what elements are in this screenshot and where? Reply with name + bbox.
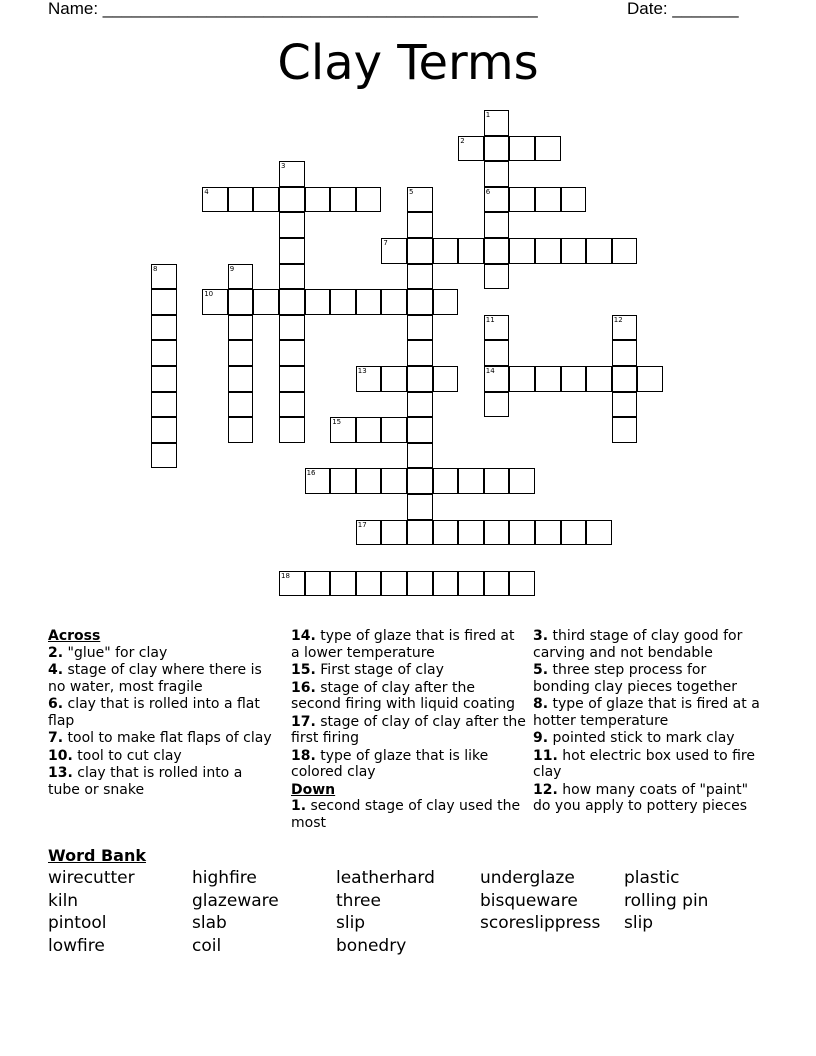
grid-cell[interactable] xyxy=(535,520,561,546)
grid-cell[interactable] xyxy=(407,366,433,392)
grid-cell[interactable] xyxy=(561,238,587,264)
grid-cell[interactable] xyxy=(586,520,612,546)
grid-cell[interactable] xyxy=(356,187,382,213)
grid-cell[interactable] xyxy=(381,468,407,494)
grid-cell[interactable] xyxy=(484,468,510,494)
grid-cell[interactable] xyxy=(509,136,535,162)
grid-cell[interactable] xyxy=(279,264,305,290)
grid-cell[interactable] xyxy=(407,340,433,366)
grid-cell[interactable] xyxy=(279,315,305,341)
grid-cell[interactable] xyxy=(407,315,433,341)
clue-down-3: 3. third stage of clay good for carving and not bendable xyxy=(533,628,743,661)
grid-cell[interactable] xyxy=(381,520,407,546)
grid-cell[interactable] xyxy=(612,238,638,264)
down-heading: Down xyxy=(291,781,336,798)
grid-cell[interactable] xyxy=(228,289,254,315)
grid-number: 17 xyxy=(357,520,367,529)
word-bank xyxy=(48,867,768,957)
clue-down-8: 8. type of glaze that is fired at a hotter temperature xyxy=(533,696,760,729)
clue-across-4: 4. stage of clay where there is no water, most fragile xyxy=(48,662,262,695)
grid-cell[interactable] xyxy=(612,392,638,418)
grid-number: 14 xyxy=(485,367,495,375)
word-bank-item: bisqueware xyxy=(480,890,578,911)
grid-cell[interactable] xyxy=(433,289,459,315)
grid-number: 9 xyxy=(229,264,235,273)
clue-down-1: 1. second stage of clay used the most xyxy=(291,798,521,831)
grid-cell[interactable] xyxy=(484,136,510,162)
grid-cell[interactable] xyxy=(535,136,561,162)
grid-number: 13 xyxy=(357,367,367,375)
grid-cell[interactable] xyxy=(433,238,459,264)
clue-across-17: 17. stage of clay of clay after the first firing xyxy=(291,713,526,746)
word-bank-item: glazeware xyxy=(192,890,279,911)
word-bank-item: highfire xyxy=(192,868,257,888)
grid-cell[interactable] xyxy=(612,417,638,443)
word-bank-item: three xyxy=(336,890,381,911)
grid-cell[interactable] xyxy=(509,468,535,494)
grid-cell[interactable] xyxy=(484,392,510,418)
page-title: Clay Terms xyxy=(277,35,539,91)
grid-cell[interactable] xyxy=(535,187,561,213)
clue-across-18: 18. type of glaze that is like colored clay xyxy=(291,747,489,780)
grid-cell[interactable] xyxy=(484,520,510,546)
grid-cell[interactable] xyxy=(407,212,433,238)
grid-cell[interactable] xyxy=(561,520,587,546)
clues-column-3 xyxy=(533,628,763,816)
grid-cell[interactable] xyxy=(151,366,177,392)
grid-cell[interactable] xyxy=(484,212,510,238)
grid-cell[interactable] xyxy=(458,571,484,597)
grid-number: 8 xyxy=(153,264,158,273)
grid-number: 16 xyxy=(306,469,316,478)
word-bank-item: rolling pin xyxy=(624,890,709,911)
word-bank-item: wirecutter xyxy=(48,868,135,888)
grid-cell[interactable] xyxy=(407,289,433,315)
grid-cell[interactable] xyxy=(407,417,433,443)
grid-cell[interactable] xyxy=(330,289,356,315)
grid-cell[interactable] xyxy=(228,340,254,366)
word-bank-item: pintool xyxy=(48,913,107,933)
grid-cell[interactable] xyxy=(356,571,382,597)
word-bank-title: Word Bank xyxy=(48,846,147,865)
grid-number: 18 xyxy=(281,571,290,580)
word-bank-item: slip xyxy=(336,913,366,933)
grid-cell[interactable] xyxy=(279,366,305,392)
grid-number: 7 xyxy=(383,239,388,247)
grid-cell[interactable] xyxy=(151,392,177,418)
grid-cell[interactable] xyxy=(612,340,638,366)
grid-cell[interactable] xyxy=(228,392,254,418)
grid-cell[interactable] xyxy=(407,264,433,290)
grid-cell[interactable] xyxy=(330,187,356,213)
word-bank-item: scoreslippress xyxy=(480,913,601,933)
clue-across-2: 2. "glue" for clay xyxy=(48,644,168,661)
word-bank-item: coil xyxy=(192,935,222,956)
grid-cell[interactable] xyxy=(637,366,663,392)
grid-cell[interactable] xyxy=(253,289,279,315)
grid-cell[interactable] xyxy=(407,468,433,494)
grid-cell[interactable] xyxy=(330,571,356,597)
grid-cell[interactable] xyxy=(151,443,177,469)
grid-cell[interactable] xyxy=(458,520,484,546)
grid-cell[interactable] xyxy=(561,366,587,392)
grid-cell[interactable] xyxy=(279,392,305,418)
clue-across-6: 6. clay that is rolled into a flat flap xyxy=(48,696,260,729)
grid-cell[interactable] xyxy=(433,468,459,494)
grid-cell[interactable] xyxy=(407,392,433,418)
clues-column-1 xyxy=(48,628,274,799)
grid-cell[interactable] xyxy=(381,366,407,392)
clue-across-13: 13. clay that is rolled into a tube or snake xyxy=(48,765,243,798)
grid-cell[interactable] xyxy=(458,238,484,264)
clue-down-12: 12. how many coats of "paint" do you apply to pottery pieces xyxy=(533,781,749,814)
grid-cell[interactable] xyxy=(586,238,612,264)
grid-number: 15 xyxy=(332,418,342,427)
grid-cell[interactable] xyxy=(356,468,382,494)
word-bank-item: plastic xyxy=(624,868,680,888)
grid-cell[interactable] xyxy=(151,289,177,315)
clue-down-9: 9. pointed stick to mark clay xyxy=(533,730,735,746)
grid-cell[interactable] xyxy=(407,238,433,264)
grid-cell[interactable] xyxy=(279,238,305,264)
word-bank-item: slab xyxy=(192,913,227,933)
grid-cell[interactable] xyxy=(279,212,305,238)
grid-cell[interactable] xyxy=(279,187,305,213)
grid-cell[interactable] xyxy=(509,187,535,213)
clue-across-15: 15. First stage of clay xyxy=(291,662,444,678)
grid-cell[interactable] xyxy=(151,417,177,443)
grid-cell[interactable] xyxy=(484,340,510,366)
grid-cell[interactable] xyxy=(228,315,254,341)
grid-cell[interactable] xyxy=(407,494,433,520)
word-bank-item: lowfire xyxy=(48,935,105,956)
grid-cell[interactable] xyxy=(356,289,382,315)
grid-cell[interactable] xyxy=(612,366,638,392)
date-field[interactable]: Date: _______ xyxy=(627,0,739,18)
clue-across-16: 16. stage of clay after the second firing with liquid coating xyxy=(291,679,515,712)
clue-across-10: 10. tool to cut clay xyxy=(48,747,182,764)
grid-cell[interactable] xyxy=(381,417,407,443)
word-bank-item: bonedry xyxy=(336,935,407,956)
grid-cell[interactable] xyxy=(484,264,510,290)
grid-number: 1 xyxy=(485,111,491,119)
grid-cell[interactable] xyxy=(535,238,561,264)
grid-cell[interactable] xyxy=(535,366,561,392)
grid-cell[interactable] xyxy=(509,238,535,264)
name-field[interactable]: Name: ______________________________________________ xyxy=(48,0,538,18)
grid-cell[interactable] xyxy=(279,417,305,443)
grid-cell[interactable] xyxy=(356,417,382,443)
grid-cell[interactable] xyxy=(433,520,459,546)
clues-column-2 xyxy=(291,628,527,832)
grid-cell[interactable] xyxy=(509,571,535,597)
word-bank-item: leatherhard xyxy=(336,868,435,888)
clue-across-7: 7. tool to make flat flaps of clay xyxy=(48,730,272,746)
grid-cell[interactable] xyxy=(305,187,331,213)
grid-cell[interactable] xyxy=(433,366,459,392)
grid-cell[interactable] xyxy=(151,315,177,341)
grid-cell[interactable] xyxy=(484,238,510,264)
grid-cell[interactable] xyxy=(381,289,407,315)
clue-down-11: 11. hot electric box used to fire clay xyxy=(533,747,755,780)
grid-cell[interactable] xyxy=(228,366,254,392)
grid-cell[interactable] xyxy=(151,340,177,366)
grid-cell[interactable] xyxy=(330,468,356,494)
grid-cell[interactable] xyxy=(484,571,510,597)
word-bank-item: kiln xyxy=(48,890,79,911)
grid-cell[interactable] xyxy=(305,571,331,597)
grid-cell[interactable] xyxy=(228,417,254,443)
grid-cell[interactable] xyxy=(279,289,305,315)
grid-cell[interactable] xyxy=(407,571,433,597)
grid-cell[interactable] xyxy=(305,289,331,315)
word-bank-item: slip xyxy=(624,913,654,933)
clue-across-14: 14. type of glaze that is fired at a lower temperature xyxy=(291,628,515,661)
grid-cell[interactable] xyxy=(586,366,612,392)
grid-number: 2 xyxy=(460,136,465,145)
grid-number: 11 xyxy=(485,315,495,324)
grid-cell[interactable] xyxy=(509,366,535,392)
grid-number: 3 xyxy=(281,162,286,171)
across-heading: Across xyxy=(48,628,101,644)
grid-cell[interactable] xyxy=(381,571,407,597)
grid-number: 10 xyxy=(204,290,214,299)
grid-number: 4 xyxy=(204,187,209,196)
grid-cell[interactable] xyxy=(458,468,484,494)
grid-cell[interactable] xyxy=(228,187,254,213)
grid-cell[interactable] xyxy=(253,187,279,213)
grid-cell[interactable] xyxy=(484,161,510,187)
grid-cell[interactable] xyxy=(561,187,587,213)
grid-cell[interactable] xyxy=(279,340,305,366)
clue-down-5: 5. three step process for bonding clay pieces together xyxy=(533,662,737,695)
grid-number: 12 xyxy=(613,315,623,324)
word-bank-item: underglaze xyxy=(480,868,575,888)
grid-number: 6 xyxy=(485,187,491,196)
grid-cell[interactable] xyxy=(407,520,433,546)
grid-number: 5 xyxy=(409,187,414,196)
grid-cell[interactable] xyxy=(433,571,459,597)
grid-cell[interactable] xyxy=(509,520,535,546)
grid-cell[interactable] xyxy=(407,443,433,469)
